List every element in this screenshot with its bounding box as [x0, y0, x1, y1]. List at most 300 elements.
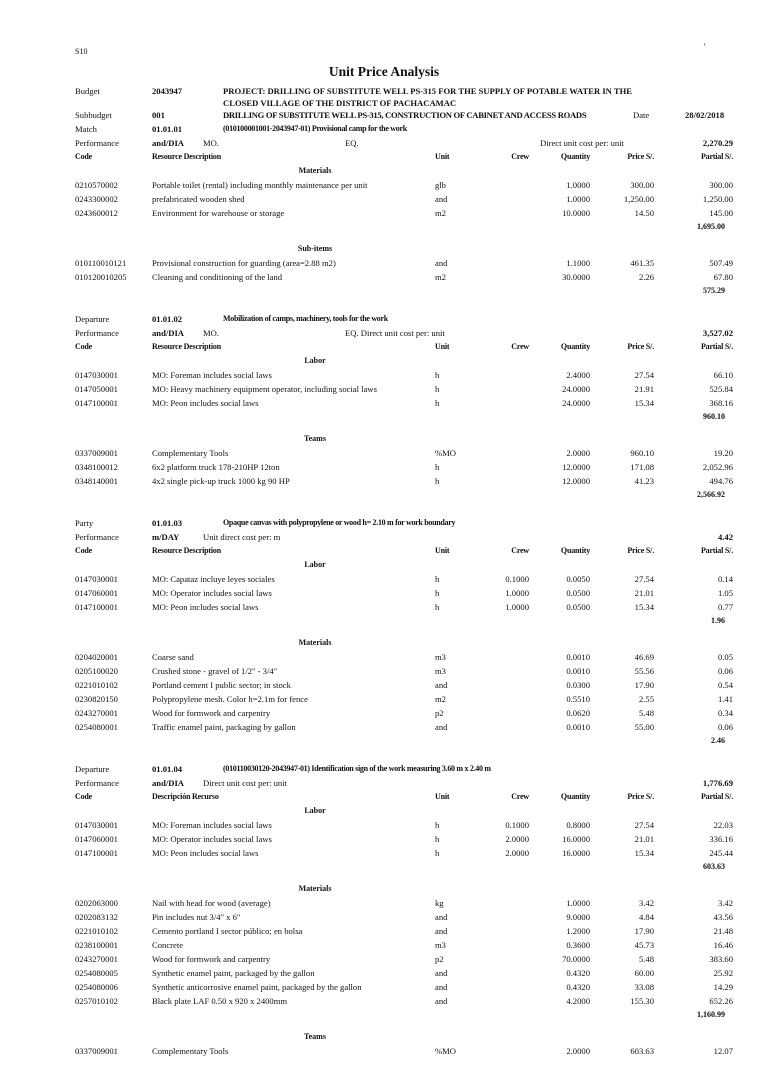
resource-row — [75, 370, 735, 384]
analysis-section — [75, 314, 735, 512]
resource-quantity: 0.5510 — [566, 694, 590, 704]
group-subtotal — [75, 286, 735, 298]
item-description: (010100001001-2043947-01) Provisional camp for the work — [223, 124, 407, 133]
resource-row — [75, 208, 735, 222]
resource-partial: 1,250.00 — [702, 194, 733, 204]
resource-row — [75, 574, 735, 588]
section-item-row — [75, 124, 735, 138]
analysis-section — [75, 124, 735, 308]
resource-description: MO: Peon includes social laws — [152, 398, 259, 408]
resource-partial: 19.20 — [713, 448, 733, 458]
resource-quantity: 2.0000 — [566, 448, 590, 458]
resource-quantity: 1.2000 — [566, 926, 590, 936]
item-code: 01.01.01 — [152, 124, 183, 134]
date-value: 28/02/2018 — [685, 110, 725, 120]
item-code: 01.01.04 — [152, 764, 183, 774]
resource-price: 15.34 — [634, 848, 654, 858]
resource-unit: and — [435, 258, 448, 268]
resource-partial: 0.14 — [717, 574, 733, 584]
group-heading — [75, 166, 735, 180]
resource-unit: kg — [435, 898, 444, 908]
resource-partial: 0.77 — [717, 602, 733, 612]
resource-quantity: 0.0500 — [566, 588, 590, 598]
resource-row — [75, 602, 735, 616]
resource-quantity: 16.0000 — [562, 834, 590, 844]
group-name: Labor — [304, 356, 326, 365]
resource-partial: 14.29 — [713, 982, 733, 992]
group-heading — [75, 884, 735, 898]
resource-crew: 2.0000 — [505, 834, 529, 844]
resource-code: 010110010121 — [75, 258, 127, 268]
item-code: 01.01.02 — [152, 314, 183, 324]
resource-description: Portable toilet (rental) including monthly maintenance per unit — [152, 180, 368, 190]
column-price: Price S/. — [627, 792, 654, 801]
performance-label: Performance — [75, 328, 119, 338]
resource-partial: 336.16 — [709, 834, 733, 844]
resource-description: Nail with head for wood (average) — [152, 898, 271, 908]
resource-quantity: 2.4000 — [566, 370, 590, 380]
resource-unit: h — [435, 370, 440, 380]
resource-row — [75, 926, 735, 940]
resource-description: MO: Peon includes social laws — [152, 602, 259, 612]
resource-unit: m3 — [435, 940, 446, 950]
column-unit: Unit — [435, 342, 450, 351]
resource-unit: and — [435, 996, 448, 1006]
resource-unit: m3 — [435, 666, 446, 676]
resource-quantity: 1.0000 — [566, 194, 590, 204]
performance-value: m/DAY — [152, 532, 180, 542]
resource-price: 15.34 — [634, 602, 654, 612]
group-spacer — [75, 1060, 735, 1070]
resource-row — [75, 680, 735, 694]
resource-unit: and — [435, 982, 448, 992]
resource-partial: 145.00 — [709, 208, 733, 218]
resource-price: 960.10 — [630, 448, 654, 458]
resource-partial: 494.76 — [709, 476, 733, 486]
item-description: Mobilization of camps, machinery, tools for the work — [223, 314, 388, 323]
resource-description: MO: Foreman includes social laws — [152, 820, 272, 830]
resource-price: 60.00 — [634, 968, 654, 978]
resource-unit: and — [435, 194, 448, 204]
resource-quantity: 4.2000 — [566, 996, 590, 1006]
resource-unit: m2 — [435, 272, 446, 282]
column-partial: Partial S/. — [700, 792, 733, 801]
group-spacer — [75, 502, 735, 512]
resource-price: 27.54 — [634, 574, 654, 584]
resource-price: 300.00 — [630, 180, 654, 190]
column-crew: Crew — [511, 342, 529, 351]
analysis-section — [75, 764, 735, 1070]
group-subtotal — [75, 412, 735, 424]
group-heading — [75, 434, 735, 448]
resource-unit: h — [435, 834, 440, 844]
resource-price: 2.26 — [638, 272, 654, 282]
direct-cost-value: 1,776.69 — [702, 778, 733, 788]
resource-partial: 0.06 — [717, 666, 733, 676]
resource-quantity: 0.4320 — [566, 968, 590, 978]
resource-unit: h — [435, 602, 440, 612]
resource-code: 0204020001 — [75, 652, 118, 662]
resource-partial: 245.44 — [709, 848, 733, 858]
resource-description: Portland cement I public sector; in stock — [152, 680, 291, 690]
section-item-row — [75, 764, 735, 778]
column-code: Code — [75, 152, 92, 161]
resource-unit: %MO — [435, 1046, 457, 1056]
resource-description: Complementary Tools — [152, 448, 229, 458]
resource-code: 0147060001 — [75, 834, 118, 844]
column-quantity: Quantity — [560, 792, 590, 801]
column-price: Price S/. — [627, 152, 654, 161]
column-code: Code — [75, 792, 92, 801]
subtotal-value: 603.63 — [703, 862, 725, 871]
resource-unit: p2 — [435, 954, 444, 964]
resource-partial: 25.92 — [713, 968, 733, 978]
resource-unit: h — [435, 462, 440, 472]
column-crew: Crew — [511, 792, 529, 801]
resource-row — [75, 694, 735, 708]
resource-description: Traffic enamel paint, packaging by gallon — [152, 722, 296, 732]
resource-partial: 0.06 — [717, 722, 733, 732]
resource-description: Wood for formwork and carpentry — [152, 708, 271, 718]
resource-unit: and — [435, 912, 448, 922]
resource-quantity: 0.0050 — [566, 574, 590, 584]
resource-code: 0254080001 — [75, 722, 118, 732]
resource-quantity: 0.0010 — [566, 722, 590, 732]
resource-code: 0205100020 — [75, 666, 118, 676]
project-line-2: CLOSED VILLAGE OF THE DISTRICT OF PACHACAMAC — [223, 98, 457, 108]
budget-label: Budget — [75, 86, 100, 96]
column-code: Code — [75, 546, 92, 555]
resource-price: 33.08 — [634, 982, 654, 992]
resource-row — [75, 258, 735, 272]
subbudget-code: 001 — [152, 110, 165, 120]
performance-row — [75, 328, 735, 342]
resource-code: 0210570002 — [75, 180, 118, 190]
performance-label: Performance — [75, 778, 119, 788]
resource-description: MO: Operator includes social laws — [152, 834, 272, 844]
resource-partial: 0.34 — [717, 708, 733, 718]
subtotal-value: 960.10 — [703, 412, 725, 421]
resource-price: 45.73 — [634, 940, 654, 950]
group-spacer — [75, 748, 735, 758]
group-heading — [75, 244, 735, 258]
resource-description: 6x2 platform truck 178-210HP 12ton — [152, 462, 280, 472]
subtotal-value: 1,160.99 — [697, 1010, 725, 1019]
column-header-row — [75, 342, 735, 356]
group-spacer — [75, 298, 735, 308]
group-name: Materials — [298, 166, 332, 175]
column-unit: Unit — [435, 546, 450, 555]
column-crew: Crew — [511, 546, 529, 555]
resource-unit: %MO — [435, 448, 457, 458]
subtotal-value: 1.96 — [711, 616, 725, 625]
resource-partial: 3.42 — [717, 898, 733, 908]
subbudget-desc: DRILLING OF SUBSTITUTE WELL PS-315, CONSTRUCTION OF CABINET AND ACCESS ROADS — [223, 110, 587, 120]
resource-price: 55.56 — [634, 666, 654, 676]
resource-quantity: 0.8000 — [566, 820, 590, 830]
subtotal-value: 1,695.00 — [697, 222, 725, 231]
resource-row — [75, 940, 735, 954]
resource-code: 0221010102 — [75, 680, 118, 690]
resource-price: 5.48 — [638, 954, 654, 964]
resource-code: 0243270001 — [75, 954, 118, 964]
resource-row — [75, 398, 735, 412]
resource-price: 171.08 — [630, 462, 654, 472]
resource-quantity: 0.0500 — [566, 602, 590, 612]
resource-unit: and — [435, 926, 448, 936]
resource-description: Cleaning and conditioning of the land — [152, 272, 283, 282]
resource-price: 15.34 — [634, 398, 654, 408]
performance-value: and/DIA — [152, 328, 184, 338]
eq-label: EQ. — [345, 138, 359, 148]
resource-unit: p2 — [435, 708, 444, 718]
resource-row — [75, 272, 735, 286]
resource-code: 0147030001 — [75, 820, 118, 830]
resource-unit: m2 — [435, 694, 446, 704]
resource-partial: 1.05 — [717, 588, 733, 598]
resource-quantity: 24.0000 — [562, 384, 590, 394]
resource-code: 0147030001 — [75, 574, 118, 584]
resource-partial: 16.46 — [713, 940, 733, 950]
column-header-row — [75, 546, 735, 560]
resource-price: 27.54 — [634, 370, 654, 380]
resource-description: Crushed stone - gravel of 1/2" - 3/4" — [152, 666, 278, 676]
project-line-1: PROJECT: DRILLING OF SUBSTITUTE WELL PS-315 FOR THE SUPPLY OF POTABLE WATER IN THE — [223, 86, 633, 96]
resource-row — [75, 996, 735, 1010]
resource-description: Provisional construction for guarding (area=2.88 m2) — [152, 258, 336, 268]
resource-quantity: 9.0000 — [566, 912, 590, 922]
column-partial: Partial S/. — [700, 546, 733, 555]
item-label: Departure — [75, 314, 110, 324]
column-quantity: Quantity — [560, 152, 590, 161]
subtotal-value: 2,566.92 — [697, 490, 725, 499]
resource-crew: 0.1000 — [505, 820, 529, 830]
resource-crew: 0.1000 — [505, 574, 529, 584]
resource-row — [75, 898, 735, 912]
performance-row — [75, 778, 735, 792]
resource-partial: 21.48 — [713, 926, 733, 936]
resource-code: 0147100001 — [75, 398, 118, 408]
resource-code: 0147050001 — [75, 384, 118, 394]
resource-description: Pin includes nut 3/4" x 6" — [152, 912, 241, 922]
resource-row — [75, 462, 735, 476]
column-price: Price S/. — [627, 546, 654, 555]
item-label: Match — [75, 124, 97, 134]
resource-price: 14.50 — [634, 208, 654, 218]
mo-label: Direct unit cost per: unit — [203, 778, 288, 788]
item-description: Opaque canvas with polypropylene or wood h= 2.10 m for work boundary — [223, 518, 456, 527]
direct-cost-value: 2,270.29 — [702, 138, 733, 148]
resource-price: 17.90 — [634, 680, 654, 690]
resource-row — [75, 476, 735, 490]
group-spacer — [75, 424, 735, 434]
column-unit: Unit — [435, 152, 450, 161]
resource-quantity: 2.0000 — [566, 1046, 590, 1056]
resource-code: 0238100001 — [75, 940, 118, 950]
resource-row — [75, 912, 735, 926]
group-heading — [75, 1032, 735, 1046]
section-item-row — [75, 314, 735, 328]
resource-row — [75, 820, 735, 834]
resource-row — [75, 652, 735, 666]
resource-price: 3.42 — [638, 898, 654, 908]
resource-partial: 652.26 — [709, 996, 733, 1006]
direct-cost-label: Direct unit cost per: unit — [540, 138, 625, 148]
resource-price: 2.55 — [638, 694, 654, 704]
column-header-row — [75, 792, 735, 806]
resource-row — [75, 954, 735, 968]
item-label: Departure — [75, 764, 110, 774]
resource-code: 0348100012 — [75, 462, 118, 472]
resource-code: 0202083132 — [75, 912, 118, 922]
resource-quantity: 30.0000 — [562, 272, 590, 282]
performance-value: and/DIA — [152, 778, 184, 788]
resource-price: 155.30 — [630, 996, 654, 1006]
resource-quantity: 0.3600 — [566, 940, 590, 950]
subtotal-value: 2.46 — [711, 736, 725, 745]
resource-quantity: 0.0010 — [566, 666, 590, 676]
resource-quantity: 16.0000 — [562, 848, 590, 858]
column-crew: Crew — [511, 152, 529, 161]
resource-price: 4.84 — [638, 912, 654, 922]
resource-quantity: 12.0000 — [562, 462, 590, 472]
performance-value: and/DIA — [152, 138, 184, 148]
performance-label: Performance — [75, 138, 119, 148]
resource-quantity: 12.0000 — [562, 476, 590, 486]
group-name: Labor — [304, 806, 326, 815]
group-spacer — [75, 874, 735, 884]
page-title: Unit Price Analysis — [328, 64, 440, 79]
resource-description: MO: Foreman includes social laws — [152, 370, 272, 380]
resource-code: 0230820150 — [75, 694, 118, 704]
resource-partial: 67.80 — [713, 272, 733, 282]
group-name: Teams — [304, 434, 326, 443]
resource-price: 1,250.00 — [623, 194, 654, 204]
resource-partial: 507.49 — [709, 258, 733, 268]
subtotal-value: 575.29 — [703, 286, 725, 295]
analysis-sections — [75, 124, 735, 1076]
resource-unit: and — [435, 968, 448, 978]
column-price: Price S/. — [627, 342, 654, 351]
mo-label: MO. — [203, 328, 219, 338]
document-header — [75, 86, 735, 122]
item-code: 01.01.03 — [152, 518, 183, 528]
resource-quantity: 0.0300 — [566, 680, 590, 690]
resource-partial: 43.56 — [713, 912, 733, 922]
resource-unit: h — [435, 574, 440, 584]
resource-partial: 12.07 — [713, 1046, 733, 1056]
resource-price: 55.00 — [634, 722, 654, 732]
resource-description: MO: Peon includes social laws — [152, 848, 259, 858]
resource-description: Environment for warehouse or storage — [152, 208, 285, 218]
resource-description: Synthetic anticorrosive enamel paint, packaged by the gallon — [152, 982, 362, 992]
column-description: Descripción Recurso — [152, 792, 219, 801]
resource-unit: and — [435, 680, 448, 690]
resource-quantity: 24.0000 — [562, 398, 590, 408]
resource-quantity: 70.0000 — [562, 954, 590, 964]
resource-partial: 525.84 — [709, 384, 733, 394]
resource-partial: 66.10 — [713, 370, 733, 380]
column-description: Resource Description — [152, 342, 221, 351]
resource-price: 41.23 — [634, 476, 654, 486]
resource-price: 21.01 — [634, 588, 654, 598]
corner-mark: ' — [704, 42, 706, 52]
resource-quantity: 10.0000 — [562, 208, 590, 218]
group-subtotal — [75, 736, 735, 748]
mo-label: MO. — [203, 138, 219, 148]
resource-description: MO: Capataz incluye leyes sociales — [152, 574, 275, 584]
resource-unit: h — [435, 398, 440, 408]
resource-description: MO: Heavy machinery equipment operator, including social laws — [152, 384, 377, 394]
resource-description: Black plate LAF 0.50 x 920 x 2400mm — [152, 996, 288, 1006]
resource-quantity: 1.0000 — [566, 180, 590, 190]
subbudget-label: Subbudget — [75, 110, 112, 120]
performance-row — [75, 138, 735, 152]
group-name: Labor — [304, 560, 326, 569]
mo-label: Unit direct cost per: m — [203, 532, 281, 542]
resource-partial: 0.05 — [717, 652, 733, 662]
resource-unit: h — [435, 588, 440, 598]
direct-cost-value: 4.42 — [717, 532, 733, 542]
group-heading — [75, 560, 735, 574]
resource-row — [75, 968, 735, 982]
resource-partial: 0.54 — [717, 680, 733, 690]
resource-description: Coarse sand — [152, 652, 194, 662]
resource-unit: h — [435, 384, 440, 394]
resource-description: Wood for formwork and carpentry — [152, 954, 271, 964]
resource-row — [75, 180, 735, 194]
resource-code: 0337009001 — [75, 1046, 118, 1056]
analysis-section — [75, 518, 735, 758]
resource-partial: 22.03 — [713, 820, 733, 830]
group-heading — [75, 806, 735, 820]
resource-quantity: 0.0620 — [566, 708, 590, 718]
group-heading — [75, 356, 735, 370]
resource-row — [75, 1046, 735, 1060]
group-spacer — [75, 628, 735, 638]
resource-code: 0147030001 — [75, 370, 118, 380]
resource-description: 4x2 single pick-up truck 1000 kg 90 HP — [152, 476, 290, 486]
resource-description: Complementary Tools — [152, 1046, 229, 1056]
resource-description: Cemento portland I sector público; en bolsa — [152, 926, 303, 936]
resource-unit: h — [435, 848, 440, 858]
resource-unit: m3 — [435, 652, 446, 662]
group-spacer — [75, 234, 735, 244]
resource-row — [75, 982, 735, 996]
resource-unit: glb — [435, 180, 446, 190]
group-name: Materials — [298, 884, 332, 893]
column-unit: Unit — [435, 792, 450, 801]
resource-price: 46.69 — [634, 652, 654, 662]
resource-code: 0348140001 — [75, 476, 118, 486]
resource-description: Concrete — [152, 940, 184, 950]
resource-row — [75, 588, 735, 602]
date-label: Date — [633, 110, 650, 120]
group-subtotal — [75, 222, 735, 234]
resource-unit: m2 — [435, 208, 446, 218]
item-label: Party — [75, 518, 94, 528]
resource-price: 27.54 — [634, 820, 654, 830]
resource-partial: 1.41 — [717, 694, 733, 704]
resource-code: 0243600012 — [75, 208, 118, 218]
resource-price: 21.01 — [634, 834, 654, 844]
resource-row — [75, 834, 735, 848]
resource-price: 461.35 — [630, 258, 654, 268]
group-name: Sub-items — [297, 244, 333, 253]
column-header-row — [75, 152, 735, 166]
resource-code: 0254080005 — [75, 968, 118, 978]
column-description: Resource Description — [152, 546, 221, 555]
